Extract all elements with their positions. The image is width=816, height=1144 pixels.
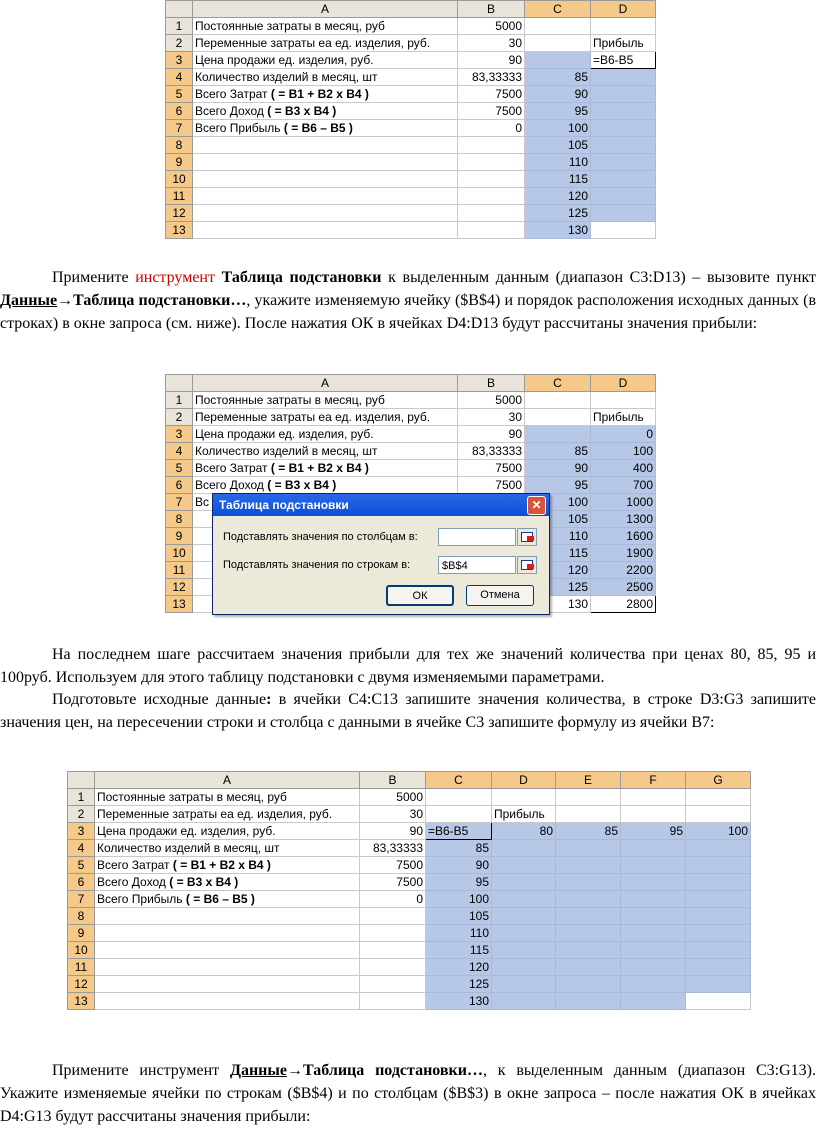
cell-c4[interactable]: 85 xyxy=(525,443,591,460)
column-header-c[interactable]: C xyxy=(525,375,591,392)
table-row xyxy=(166,154,656,171)
table-row xyxy=(68,806,751,823)
cell-d2[interactable]: Прибыль xyxy=(591,409,656,426)
table-row xyxy=(68,959,751,976)
cell-f6[interactable] xyxy=(621,874,686,891)
row-header[interactable]: 3 xyxy=(166,52,193,69)
cell-d3[interactable]: 0 xyxy=(591,426,656,443)
cell-a1[interactable]: Постоянные затраты в месяц, руб xyxy=(193,18,458,35)
column-header-b[interactable]: B xyxy=(458,1,525,18)
data-table-dialog xyxy=(212,493,550,615)
cell-b4[interactable]: 83,33333 xyxy=(458,69,525,86)
cell-a7[interactable]: Вс xyxy=(193,494,458,511)
cell-a9[interactable] xyxy=(95,925,360,942)
row-header[interactable]: 9 xyxy=(166,528,193,545)
cell-d4[interactable]: 100 xyxy=(591,443,656,460)
cell-a13[interactable] xyxy=(95,993,360,1010)
cell-a1[interactable]: Постоянные затраты в месяц, руб xyxy=(95,789,360,806)
select-all-corner[interactable] xyxy=(68,772,95,789)
cell-c10[interactable]: 115 xyxy=(426,942,492,959)
cell-b9[interactable] xyxy=(360,925,426,942)
table-row xyxy=(166,188,656,205)
cell-f3[interactable]: 95 xyxy=(621,823,686,840)
column-header-c[interactable]: C xyxy=(525,1,591,18)
table-row xyxy=(68,789,751,806)
row-header[interactable]: 3 xyxy=(166,426,193,443)
dialog-title-bar xyxy=(213,494,549,516)
row-header[interactable]: 4 xyxy=(166,443,193,460)
cell-b10[interactable] xyxy=(360,942,426,959)
table-row xyxy=(166,392,656,409)
cell-d6[interactable]: 700 xyxy=(591,477,656,494)
cell-a4[interactable]: Количество изделий в месяц, шт xyxy=(193,443,458,460)
cell-c11[interactable]: 120 xyxy=(525,188,591,205)
cell-c5[interactable]: 90 xyxy=(525,460,591,477)
row-header[interactable]: 11 xyxy=(166,562,193,579)
row-header[interactable]: 5 xyxy=(166,460,193,477)
row-header[interactable]: 6 xyxy=(166,103,193,120)
cell-c8[interactable]: 105 xyxy=(525,137,591,154)
cell-a2[interactable]: Переменные затраты еа ед. изделия, руб. xyxy=(193,35,458,52)
cell-c12[interactable]: 125 xyxy=(525,205,591,222)
cell-c4[interactable]: 85 xyxy=(525,69,591,86)
table-row xyxy=(166,137,656,154)
cell-f12[interactable] xyxy=(621,976,686,993)
cell-b2[interactable]: 30 xyxy=(360,806,426,823)
cell-c10[interactable]: 115 xyxy=(525,171,591,188)
cell-d12[interactable] xyxy=(591,205,656,222)
cell-g3[interactable]: 100 xyxy=(686,823,751,840)
cell-c7[interactable]: 100 xyxy=(525,494,591,511)
range-picker-icon[interactable] xyxy=(517,528,537,546)
cell-d7[interactable] xyxy=(492,891,556,908)
cell-a4[interactable]: Количество изделий в месяц, шт xyxy=(193,69,458,86)
row-header[interactable]: 9 xyxy=(166,154,193,171)
cell-b11[interactable] xyxy=(458,188,525,205)
cell-d7[interactable]: 1000 xyxy=(591,494,656,511)
cell-b5[interactable]: 7500 xyxy=(458,86,525,103)
row-header[interactable]: 13 xyxy=(68,993,95,1010)
cell-d10[interactable] xyxy=(591,171,656,188)
cell-b3[interactable]: 90 xyxy=(458,52,525,69)
cell-f9[interactable] xyxy=(621,925,686,942)
cell-g6[interactable] xyxy=(686,874,751,891)
cell-d13[interactable] xyxy=(591,222,656,239)
cell-d5[interactable] xyxy=(492,857,556,874)
cell-g13[interactable] xyxy=(686,993,751,1010)
table-row xyxy=(68,891,751,908)
cell-e6[interactable] xyxy=(556,874,621,891)
cell-e7[interactable] xyxy=(556,891,621,908)
cell-a2[interactable]: Переменные затраты еа ед. изделия, руб. xyxy=(95,806,360,823)
cell-a4[interactable]: Количество изделий в месяц, шт xyxy=(95,840,360,857)
cell-c11[interactable]: 120 xyxy=(426,959,492,976)
cell-a10[interactable] xyxy=(193,171,458,188)
cell-d8[interactable]: 1300 xyxy=(591,511,656,528)
row-header[interactable]: 10 xyxy=(68,942,95,959)
cell-b6[interactable]: 7500 xyxy=(458,103,525,120)
cell-a2[interactable]: Переменные затраты еа ед. изделия, руб. xyxy=(193,409,458,426)
cell-b13[interactable] xyxy=(360,993,426,1010)
cell-d4[interactable] xyxy=(492,840,556,857)
cell-d10[interactable] xyxy=(492,942,556,959)
column-header-a[interactable]: A xyxy=(193,1,458,18)
column-header-b[interactable]: B xyxy=(360,772,426,789)
column-header-d[interactable]: D xyxy=(591,375,656,392)
cell-c8[interactable]: 105 xyxy=(525,511,591,528)
cell-b4[interactable]: 83,33333 xyxy=(360,840,426,857)
cell-e5[interactable] xyxy=(556,857,621,874)
column-header-d[interactable]: D xyxy=(492,772,556,789)
cell-d8[interactable] xyxy=(492,908,556,925)
cell-d6[interactable] xyxy=(591,103,656,120)
table-row xyxy=(166,103,656,120)
cell-d1[interactable] xyxy=(591,392,656,409)
table-row xyxy=(166,460,656,477)
cell-c3[interactable] xyxy=(525,52,591,69)
table-row xyxy=(166,52,656,69)
cell-g8[interactable] xyxy=(686,908,751,925)
cell-g7[interactable] xyxy=(686,891,751,908)
cell-g1[interactable] xyxy=(686,789,751,806)
instruction-paragraph-2: На последнем шаге рассчитаем значения прибыли для тех же значений количества при ценах 80, 85, 95 и 100руб. Используем для этого таблицу подстановки с двумя изменяемыми параметрами. xyxy=(0,646,816,686)
table-row xyxy=(68,925,751,942)
cell-g5[interactable] xyxy=(686,857,751,874)
cell-a7[interactable]: Всего Прибыль ( = B6 – B5 ) xyxy=(95,891,360,908)
table-row xyxy=(166,426,656,443)
row-header[interactable]: 6 xyxy=(68,874,95,891)
row-header[interactable]: 1 xyxy=(166,18,193,35)
cell-d5[interactable]: 400 xyxy=(591,460,656,477)
cell-d12[interactable]: 2500 xyxy=(591,579,656,596)
cell-c12[interactable]: 125 xyxy=(426,976,492,993)
arrow-right-icon: → xyxy=(286,1062,303,1079)
row-header[interactable]: 2 xyxy=(166,409,193,426)
cell-a8[interactable] xyxy=(95,908,360,925)
cell-a13[interactable] xyxy=(193,222,458,239)
cell-c9[interactable]: 110 xyxy=(525,154,591,171)
row-header[interactable]: 2 xyxy=(68,806,95,823)
row-header[interactable]: 12 xyxy=(166,579,193,596)
cell-b6[interactable]: 7500 xyxy=(458,477,525,494)
cell-a8[interactable] xyxy=(193,137,458,154)
column-header-g[interactable]: G xyxy=(686,772,751,789)
cell-e3[interactable]: 85 xyxy=(556,823,621,840)
table-row xyxy=(166,409,656,426)
cell-d1[interactable] xyxy=(591,18,656,35)
close-icon[interactable]: ✕ xyxy=(527,496,546,515)
cell-c6[interactable]: 95 xyxy=(525,477,591,494)
cell-d9[interactable] xyxy=(492,925,556,942)
cell-e2[interactable] xyxy=(556,806,621,823)
cell-a10[interactable] xyxy=(95,942,360,959)
table-row xyxy=(166,18,656,35)
table-row xyxy=(68,857,751,874)
cell-e13[interactable] xyxy=(556,993,621,1010)
cell-g2[interactable] xyxy=(686,806,751,823)
cell-c13[interactable]: 130 xyxy=(525,222,591,239)
cell-d9[interactable] xyxy=(591,154,656,171)
row-header[interactable]: 13 xyxy=(166,222,193,239)
row-header[interactable]: 8 xyxy=(166,137,193,154)
cell-c2[interactable] xyxy=(525,409,591,426)
cell-f8[interactable] xyxy=(621,908,686,925)
table-row xyxy=(166,477,656,494)
row-header[interactable]: 4 xyxy=(68,840,95,857)
row-header[interactable]: 9 xyxy=(68,925,95,942)
cell-d2[interactable]: Прибыль xyxy=(492,806,556,823)
cell-b7[interactable]: 0 xyxy=(360,891,426,908)
cell-c7[interactable]: 100 xyxy=(525,120,591,137)
cell-d3[interactable]: =B6-B5 xyxy=(591,52,656,69)
table-row xyxy=(68,908,751,925)
select-all-corner[interactable] xyxy=(166,1,193,18)
row-input-field[interactable]: $B$4 xyxy=(438,556,516,574)
table-row xyxy=(68,840,751,857)
cell-b1[interactable]: 5000 xyxy=(360,789,426,806)
row-header[interactable]: 12 xyxy=(68,976,95,993)
row-header[interactable]: 10 xyxy=(166,545,193,562)
cell-c9[interactable]: 110 xyxy=(525,528,591,545)
cell-c6[interactable]: 95 xyxy=(426,874,492,891)
cell-f11[interactable] xyxy=(621,959,686,976)
column-input-field[interactable] xyxy=(438,528,516,546)
cell-e4[interactable] xyxy=(556,840,621,857)
cell-f4[interactable] xyxy=(621,840,686,857)
table-row xyxy=(68,823,751,840)
cell-a12[interactable] xyxy=(95,976,360,993)
cell-c3[interactable] xyxy=(525,426,591,443)
cell-g11[interactable] xyxy=(686,959,751,976)
column-header-c[interactable]: C xyxy=(426,772,492,789)
cell-g4[interactable] xyxy=(686,840,751,857)
cell-b8[interactable] xyxy=(360,908,426,925)
cell-a1[interactable]: Постоянные затраты в месяц, руб xyxy=(193,392,458,409)
cell-b5[interactable]: 7500 xyxy=(458,460,525,477)
table-row xyxy=(68,993,751,1010)
cell-f10[interactable] xyxy=(621,942,686,959)
cell-d11[interactable] xyxy=(591,188,656,205)
table-row xyxy=(166,35,656,52)
row-header[interactable]: 7 xyxy=(166,120,193,137)
row-header[interactable]: 1 xyxy=(166,392,193,409)
cell-c13[interactable]: 130 xyxy=(525,596,591,613)
cell-d9[interactable]: 1600 xyxy=(591,528,656,545)
column-header-f[interactable]: F xyxy=(621,772,686,789)
range-picker-icon[interactable] xyxy=(517,556,537,574)
cell-e10[interactable] xyxy=(556,942,621,959)
row-header[interactable]: 10 xyxy=(166,171,193,188)
row-header[interactable]: 6 xyxy=(166,477,193,494)
cell-f1[interactable] xyxy=(621,789,686,806)
cell-d11[interactable]: 2200 xyxy=(591,562,656,579)
column-header-d[interactable]: D xyxy=(591,1,656,18)
arrow-right-icon: → xyxy=(57,292,74,309)
dialog-title: Таблица подстановки xyxy=(219,498,349,512)
cell-g10[interactable] xyxy=(686,942,751,959)
cell-c7[interactable]: 100 xyxy=(426,891,492,908)
column-header-a[interactable]: A xyxy=(193,375,458,392)
cell-a9[interactable] xyxy=(193,154,458,171)
row-header[interactable]: 13 xyxy=(166,596,193,613)
cell-d4[interactable] xyxy=(591,69,656,86)
instruction-paragraph-1: Примените инструмент Таблица подстановки к выделенным данным (диапазон C3:D13) – вызовите пункт Данные→Таблица подстановки…, укажите изменяемую ячейку ($B$4) и порядок расположения исходных данных (в строках) в окне запроса (см. ниже). После нажатия ОК в ячейках D4:D13 будут рассчитаны значения прибыли: xyxy=(0,269,816,332)
cell-b2[interactable]: 30 xyxy=(458,409,525,426)
row-header[interactable]: 11 xyxy=(166,188,193,205)
cancel-button[interactable]: Отмена xyxy=(466,585,534,606)
cell-b7[interactable]: 0 xyxy=(458,120,525,137)
row-header[interactable]: 8 xyxy=(68,908,95,925)
table-row xyxy=(166,86,656,103)
cell-d1[interactable] xyxy=(492,789,556,806)
table-row xyxy=(166,171,656,188)
cell-c2[interactable] xyxy=(426,806,492,823)
row-input-label: Подставлять значения по строкам в: xyxy=(223,559,411,571)
cell-b5[interactable]: 7500 xyxy=(360,857,426,874)
cell-a3[interactable]: Цена продажи ед. изделия, руб. xyxy=(193,426,458,443)
cell-a6[interactable]: Всего Доход ( = B3 x B4 ) xyxy=(95,874,360,891)
cell-d2[interactable]: Прибыль xyxy=(591,35,656,52)
table-row xyxy=(166,443,656,460)
row-header[interactable]: 2 xyxy=(166,35,193,52)
table-row xyxy=(68,874,751,891)
cell-e9[interactable] xyxy=(556,925,621,942)
cell-a6[interactable]: Всего Доход ( = B3 x B4 ) xyxy=(193,477,458,494)
select-all-corner[interactable] xyxy=(166,375,193,392)
instruction-paragraph-3: Подготовьте исходные данные: в ячейки С4:С13 запишите значения количества, в строке D3:G3 запишите значения цен, на пересечении строки и столбца с данными в ячейке С3 запишите формулу из ячейки В7: xyxy=(0,691,816,731)
cell-a6[interactable]: Всего Доход ( = B3 x B4 ) xyxy=(193,103,458,120)
cell-c12[interactable]: 125 xyxy=(525,579,591,596)
cell-b2[interactable]: 30 xyxy=(458,35,525,52)
table-row xyxy=(166,205,656,222)
row-header[interactable]: 12 xyxy=(166,205,193,222)
cell-a5[interactable]: Всего Затрат ( = B1 + B2 x B4 ) xyxy=(193,86,458,103)
cell-e11[interactable] xyxy=(556,959,621,976)
row-header[interactable]: 1 xyxy=(68,789,95,806)
cell-g9[interactable] xyxy=(686,925,751,942)
cell-a3[interactable]: Цена продажи ед. изделия, руб. xyxy=(193,52,458,69)
row-header[interactable]: 5 xyxy=(166,86,193,103)
cell-a5[interactable]: Всего Затрат ( = B1 + B2 x B4 ) xyxy=(193,460,458,477)
cell-b10[interactable] xyxy=(458,171,525,188)
cell-c1[interactable] xyxy=(525,18,591,35)
cell-c8[interactable]: 105 xyxy=(426,908,492,925)
cell-c5[interactable]: 90 xyxy=(426,857,492,874)
ok-button[interactable]: ОК xyxy=(386,585,454,606)
cell-f5[interactable] xyxy=(621,857,686,874)
cell-b8[interactable] xyxy=(458,137,525,154)
cell-b1[interactable]: 5000 xyxy=(458,18,525,35)
table-row xyxy=(68,976,751,993)
cell-d8[interactable] xyxy=(591,137,656,154)
cell-c6[interactable]: 95 xyxy=(525,103,591,120)
row-header[interactable]: 3 xyxy=(68,823,95,840)
table-row xyxy=(68,942,751,959)
cell-c2[interactable] xyxy=(525,35,591,52)
column-header-b[interactable]: B xyxy=(458,375,525,392)
cell-f2[interactable] xyxy=(621,806,686,823)
cell-b11[interactable] xyxy=(360,959,426,976)
cell-d7[interactable] xyxy=(591,120,656,137)
row-header[interactable]: 11 xyxy=(68,959,95,976)
table-row xyxy=(166,69,656,86)
cell-b13[interactable] xyxy=(458,222,525,239)
cell-c3[interactable]: =B6-B5 xyxy=(426,823,492,840)
cell-a11[interactable] xyxy=(95,959,360,976)
table-row xyxy=(166,222,656,239)
row-header[interactable]: 8 xyxy=(166,511,193,528)
cell-d5[interactable] xyxy=(591,86,656,103)
spreadsheet-table-3 xyxy=(67,771,751,1010)
cell-b1[interactable]: 5000 xyxy=(458,392,525,409)
cell-d13[interactable]: 2800 xyxy=(591,596,656,613)
row-header[interactable]: 7 xyxy=(68,891,95,908)
instruction-paragraph-4: Примените инструмент Данные→Таблица подстановки…, к выделенным данным (диапазон C3:G13). Укажите изменяемые ячейки по строкам ($B$4) и по столбцам ($B$3) в окне запроса – после нажатия ОК в ячейках D4:G13 будут рассчитаны значения прибыли: xyxy=(0,1062,816,1125)
cell-e1[interactable] xyxy=(556,789,621,806)
spreadsheet-table-1 xyxy=(165,0,656,239)
row-header[interactable]: 5 xyxy=(68,857,95,874)
cell-c1[interactable] xyxy=(525,392,591,409)
cell-d6[interactable] xyxy=(492,874,556,891)
cell-g12[interactable] xyxy=(686,976,751,993)
cell-c9[interactable]: 110 xyxy=(426,925,492,942)
cell-a3[interactable]: Цена продажи ед. изделия, руб. xyxy=(95,823,360,840)
cell-e8[interactable] xyxy=(556,908,621,925)
column-input-label: Подставлять значения по столбцам в: xyxy=(223,531,418,543)
cell-b6[interactable]: 7500 xyxy=(360,874,426,891)
cell-d12[interactable] xyxy=(492,976,556,993)
cell-b3[interactable]: 90 xyxy=(458,426,525,443)
cell-b3[interactable]: 90 xyxy=(360,823,426,840)
cell-d3[interactable]: 80 xyxy=(492,823,556,840)
cell-b12[interactable] xyxy=(360,976,426,993)
cell-b12[interactable] xyxy=(458,205,525,222)
row-header[interactable]: 7 xyxy=(166,494,193,511)
cell-c5[interactable]: 90 xyxy=(525,86,591,103)
cell-c11[interactable]: 120 xyxy=(525,562,591,579)
cell-d11[interactable] xyxy=(492,959,556,976)
cell-d13[interactable] xyxy=(492,993,556,1010)
cell-f7[interactable] xyxy=(621,891,686,908)
cell-d10[interactable]: 1900 xyxy=(591,545,656,562)
cell-f13[interactable] xyxy=(621,993,686,1010)
cell-a5[interactable]: Всего Затрат ( = B1 + B2 x B4 ) xyxy=(95,857,360,874)
cell-c1[interactable] xyxy=(426,789,492,806)
column-header-a[interactable]: A xyxy=(95,772,360,789)
cell-e12[interactable] xyxy=(556,976,621,993)
row-header[interactable]: 4 xyxy=(166,69,193,86)
cell-a7[interactable]: Всего Прибыль ( = B6 – B5 ) xyxy=(193,120,458,137)
cell-b9[interactable] xyxy=(458,154,525,171)
cell-a12[interactable] xyxy=(193,205,458,222)
table-row xyxy=(166,120,656,137)
cell-c13[interactable]: 130 xyxy=(426,993,492,1010)
cell-a11[interactable] xyxy=(193,188,458,205)
cell-b4[interactable]: 83,33333 xyxy=(458,443,525,460)
cell-c10[interactable]: 115 xyxy=(525,545,591,562)
column-header-e[interactable]: E xyxy=(556,772,621,789)
cell-c4[interactable]: 85 xyxy=(426,840,492,857)
